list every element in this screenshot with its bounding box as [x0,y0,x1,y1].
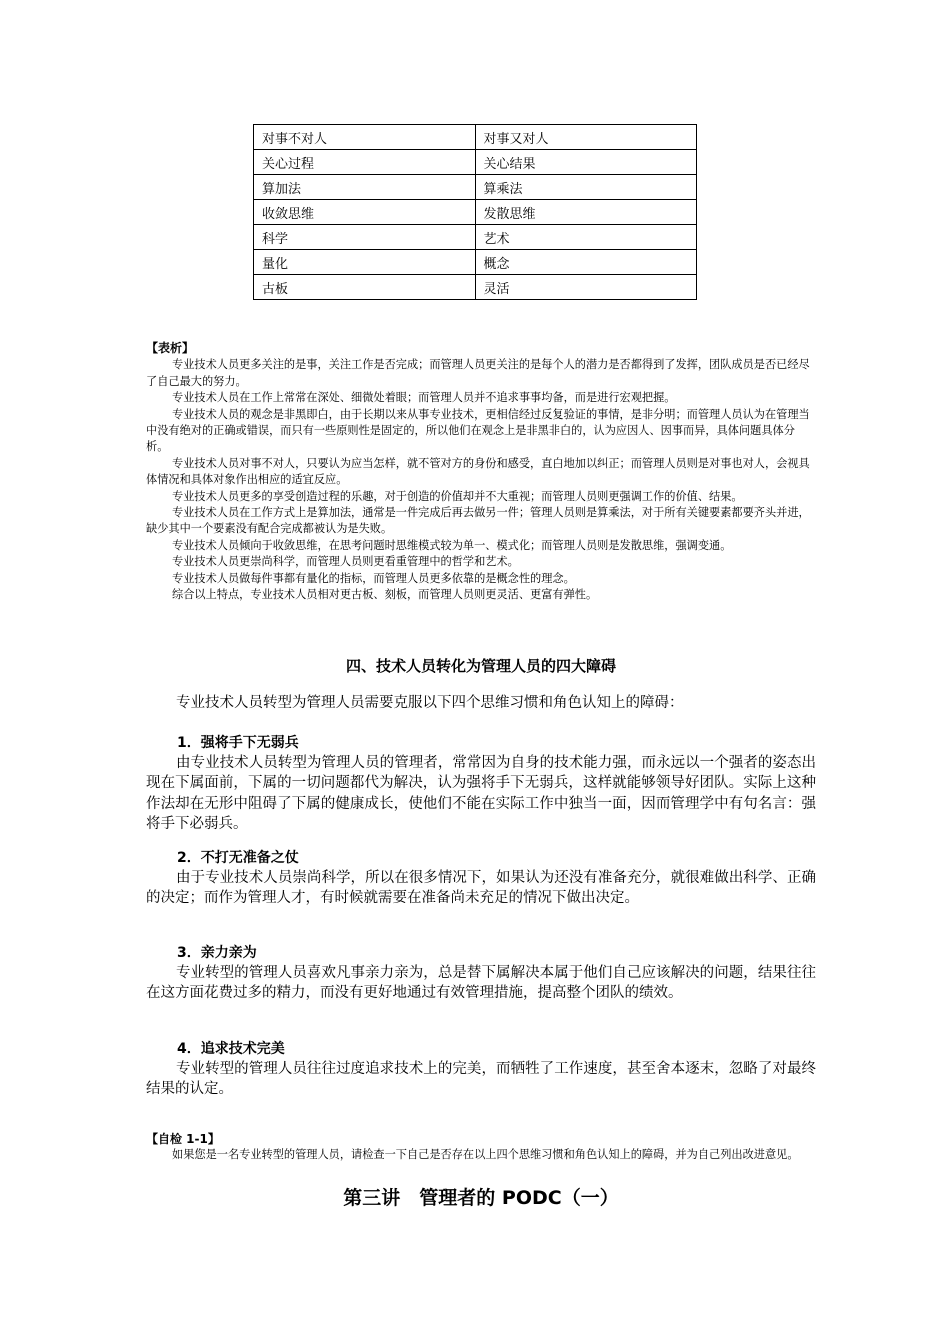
obstacle-title: 3．亲力亲为 [177,945,257,961]
table-row [254,250,697,275]
table-row [254,125,697,150]
comparison-table [253,124,697,300]
self-check-text: 如果您是一名专业转型的管理人员，请检查一下自己是否存在以上四个思维习惯和角色认知上的障碍，并为自己列出改进意见。 [172,1148,799,1162]
table-cell-manager: 对事又对人 [475,125,697,150]
analysis-paragraph: 综合以上特点，专业技术人员相对更古板、刻板，而管理人员则更灵活、更富有弹性。 [172,588,598,602]
section-title: 四、技术人员转化为管理人员的四大障碍 [345,657,616,675]
table-row [254,175,697,200]
analysis-paragraph: 专业技术人员在工作方式上是算加法，通常是一件完成后再去做另一件；管理人员则是算乘法，对于所有关键要素都要齐头并进，缺少其中一个要素没有配合完成都被认为是失败。 [146,506,810,536]
table-cell-manager: 概念 [475,250,697,275]
obstacle-2 [146,848,816,909]
obstacle-4 [146,1039,816,1100]
table-cell-manager: 艺术 [475,225,697,250]
analysis-paragraph: 专业技术人员更多的享受创造过程的乐趣，对于创造的价值却并不大重视；而管理人员则更强调工作的价值、结果。 [172,489,743,503]
table-row [254,150,697,175]
table-row [254,225,697,250]
table-cell-manager: 算乘法 [475,175,697,200]
table-cell-technician: 关心过程 [254,150,476,175]
table-cell-technician: 量化 [254,250,476,275]
obstacle-text: 专业转型的管理人员喜欢凡事亲力亲为，总是替下属解决本属于他们自己应该解决的问题，结果往往在这方面花费过多的精力，而没有更好地通过有效管理措施，提高整个团队的绩效。 [146,965,816,1002]
obstacle-text: 专业转型的管理人员往往过度追求技术上的完美，而牺牲了工作速度，甚至舍本逐末，忽略了对最终结果的认定。 [146,1061,816,1098]
analysis-tag: 【表析】 [146,341,195,355]
obstacle-title: 4．追求技术完美 [177,1041,285,1057]
analysis-section [146,340,816,604]
obstacle-title: 2．不打无准备之仗 [177,850,299,866]
obstacle-3 [146,943,816,1004]
self-check-tag: 【自检 1-1】 [146,1132,220,1146]
analysis-paragraph: 专业技术人员对事不对人，只要认为应当怎样，就不管对方的身份和感受，直白地加以纠正；而管理人员则是对事也对人，会视具体情况和具体对象作出相应的适宜反应。 [146,456,810,487]
table-cell-technician: 科学 [254,225,476,250]
analysis-paragraph: 专业技术人员更崇尚科学，而管理人员则更看重管理中的哲学和艺术。 [172,555,519,569]
table-cell-manager: 灵活 [475,275,697,300]
table-cell-technician: 古板 [254,275,476,300]
table-cell-manager: 关心结果 [475,150,697,175]
obstacle-text: 由于专业技术人员崇尚科学，所以在很多情况下，如果认为还没有准备充分，就很难做出科学、正确的决定；而作为管理人才，有时候就需要在准备尚未充足的情况下做出决定。 [146,870,816,907]
analysis-paragraph: 专业技术人员倾向于收敛思维，在思考问题时思维模式较为单一、模式化；而管理人员则是发散思维，强调变通。 [172,538,732,552]
self-check-section [146,1131,816,1163]
table-row [254,275,697,300]
obstacle-text: 由专业技术人员转型为管理人员的管理者，常常因为自身的技术能力强，而永远以一个强者的姿态出现在下属面前，下属的一切问题都代为解决，认为强将手下无弱兵，这样就能够领导好团队。实际上这种作法却在无形中阻碍了下属的健康成长，使他们不能在实际工作中独当一面，因而管理学中有句名言：强将手下必弱兵。 [146,755,816,832]
table-cell-technician: 对事不对人 [254,125,476,150]
section-intro: 专业技术人员转型为管理人员需要克服以下四个思维习惯和角色认知上的障碍： [176,695,684,711]
analysis-paragraph: 专业技术人员的观念是非黑即白，由于长期以来从事专业技术，更相信经过反复验证的事情，是非分明；而管理人员认为在管理当中没有绝对的正确或错误，而只有一些原则性是固定的，所以他们在观念上是非黑非白的，认为应因人、因事而异，具体问题具体分析。 [146,407,810,454]
analysis-paragraph: 专业技术人员更多关注的是事，关注工作是否完成；而管理人员更关注的是每个人的潜力是否都得到了发挥，团队成员是否已经尽了自己最大的努力。 [146,358,810,388]
table-cell-technician: 收敛思维 [254,200,476,225]
table-cell-technician: 算加法 [254,175,476,200]
obstacle-1 [146,733,816,834]
table-row [254,200,697,225]
analysis-paragraph: 专业技术人员在工作上常常在深处、细微处着眼；而管理人员并不追求事事均备，而是进行宏观把握。 [172,391,676,405]
lecture-title: 第三讲 管理者的 PODC（一） [343,1187,619,1209]
analysis-paragraph: 专业技术人员做每件事都有量化的指标，而管理人员更多依靠的是概念性的理念。 [172,571,575,585]
obstacle-title: 1．强将手下无弱兵 [177,735,299,751]
table-cell-manager: 发散思维 [475,200,697,225]
